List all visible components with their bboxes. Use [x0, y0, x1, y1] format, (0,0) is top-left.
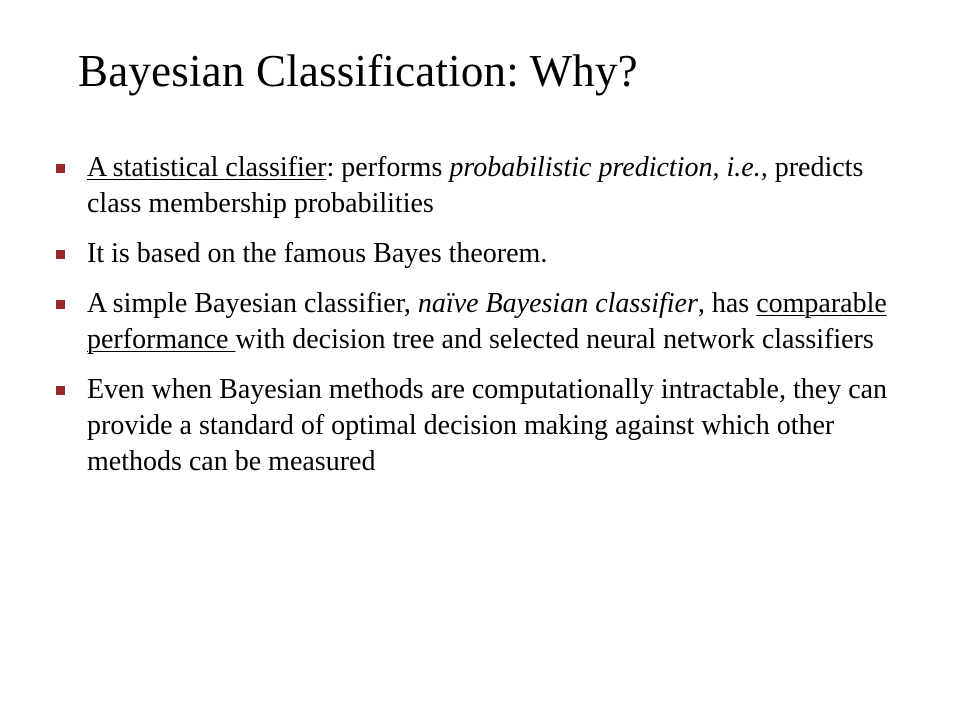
bullet-text-segment: It is based on the famous Bayes theorem. — [87, 238, 548, 269]
square-bullet-icon — [56, 164, 65, 173]
bullet-list — [54, 150, 924, 494]
bullet-text-segment: , has — [697, 288, 757, 319]
bullet-text — [87, 238, 547, 269]
square-bullet-icon — [56, 386, 65, 395]
bullet-item — [54, 236, 924, 272]
bullet-text-segment: A simple Bayesian classifier, — [87, 288, 418, 319]
term-comparable-performance: comparable performance — [87, 288, 887, 355]
term-probabilistic-prediction: probabilistic prediction, i.e., — [449, 152, 768, 183]
bullet-item — [54, 286, 924, 358]
bullet-text-segment: predicts class membership probabilities — [87, 152, 864, 219]
bullet-text — [87, 152, 863, 219]
square-bullet-icon — [56, 250, 65, 259]
bullet-text-segment: with decision tree and selected neural network classifiers — [235, 324, 874, 355]
bullet-text — [87, 288, 887, 355]
bullet-item — [54, 372, 924, 480]
bullet-text-segment: : performs — [326, 152, 450, 183]
bullet-text — [87, 374, 887, 477]
bullet-item — [54, 150, 924, 222]
term-naive-bayesian-classifier: naïve Bayesian classifier — [417, 288, 698, 319]
square-bullet-icon — [56, 300, 65, 309]
term-statistical-classifier: A statistical classifier — [87, 152, 327, 183]
bullet-text-segment: Even when Bayesian methods are computationally intractable, they can provide a standard of optimal decision making against which other methods can be measured — [87, 374, 888, 477]
slide-title: Bayesian Classification: Why? — [78, 46, 638, 96]
